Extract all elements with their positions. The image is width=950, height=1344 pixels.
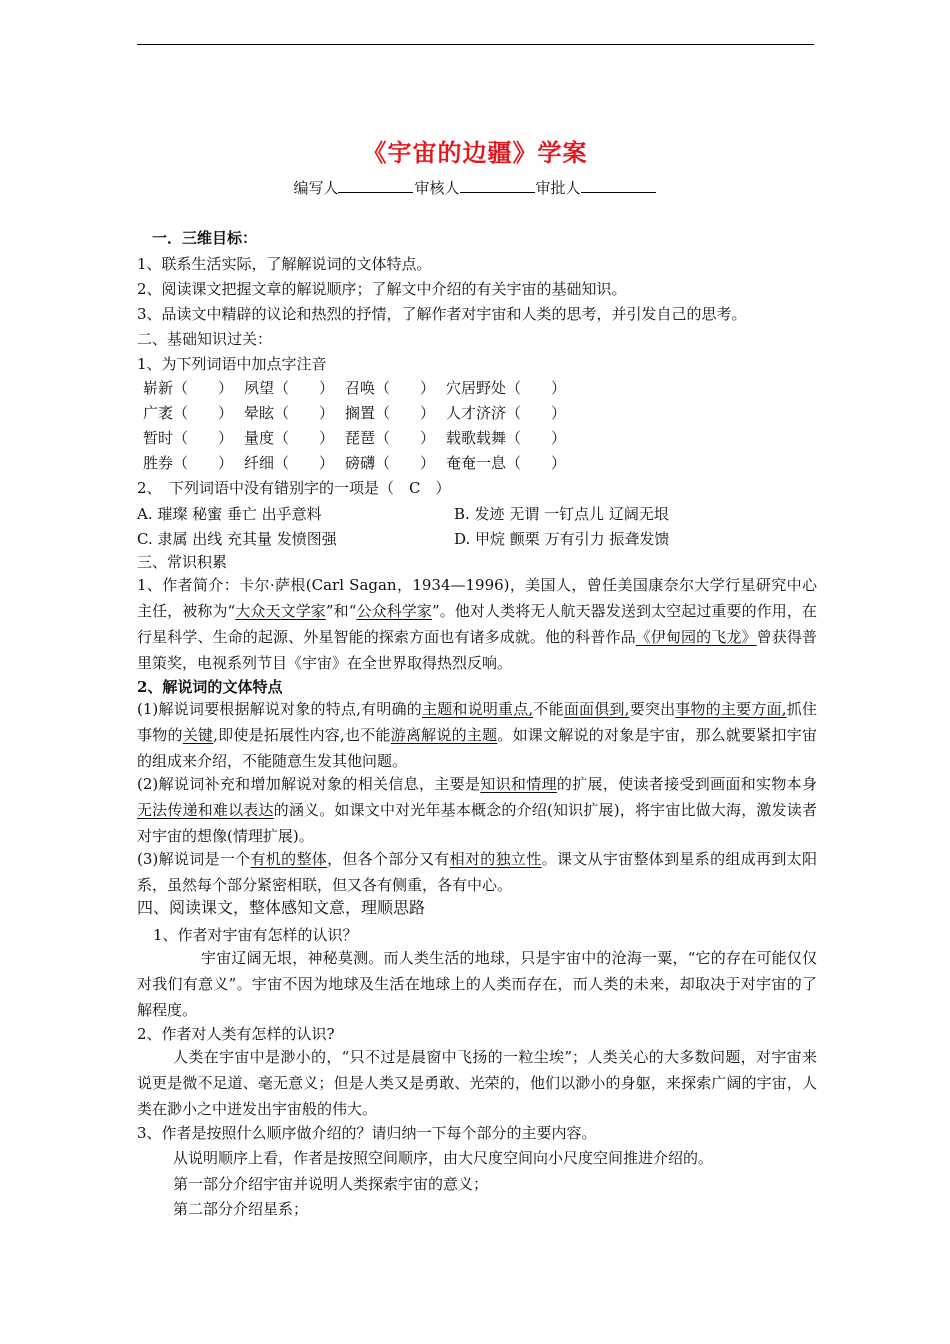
pinyin-item: 广袤（ ） bbox=[143, 404, 234, 422]
genre-point-2: (2)解说词补充和增加解说对象的相关信息，主要是知识和情理的扩展，使读者接受到画面和实物本身无法传递和难以表达的涵义。如课文中对光年基本概念的介绍(知识扩展)，将宇宙比做大海，激发读者对宇宙的想像(情理扩展)。 bbox=[137, 775, 817, 845]
pinyin-item: 胜券（ ） bbox=[143, 454, 234, 472]
pinyin-item: 晕眩（ ） bbox=[244, 404, 335, 422]
pinyin-item: 人才济济（ ） bbox=[446, 404, 567, 422]
spelling-question: 2、 下列词语中没有错别字的一项是（ C ） bbox=[137, 479, 451, 497]
pinyin-item: 载歌载舞（ ） bbox=[446, 429, 567, 447]
pinyin-item: 崭新（ ） bbox=[143, 379, 234, 397]
pinyin-row-3 bbox=[143, 427, 566, 448]
section-2-heading: 二、基础知识过关： bbox=[137, 330, 273, 348]
question-2: 2、作者对人类有怎样的认识? bbox=[137, 1025, 335, 1043]
option-a: A. 璀璨 秘蜜 垂亡 出乎意料 bbox=[137, 505, 322, 523]
goal-3: 3、品读文中精辟的议论和热烈的抒情，了解作者对宇宙和人类的思考，并引发自己的思考。 bbox=[137, 305, 747, 323]
pinyin-item: 量度（ ） bbox=[244, 429, 335, 447]
approver-label: 审批人 bbox=[535, 179, 581, 197]
answer-3-line-3: 第二部分介绍星系； bbox=[173, 1200, 309, 1218]
option-d: D. 甲烷 颤栗 万有引力 振聋发馈 bbox=[454, 530, 670, 548]
writer-label: 编写人 bbox=[293, 179, 339, 197]
pinyin-item: 磅礴（ ） bbox=[345, 454, 436, 472]
question-3: 3、作者是按照什么顺序做介绍的？请归纳一下每个部分的主要内容。 bbox=[137, 1124, 597, 1142]
pinyin-item: 召唤（ ） bbox=[345, 379, 436, 397]
pinyin-item: 穴居野处（ ） bbox=[446, 379, 567, 397]
genre-heading: 2、解说词的文体特点 bbox=[137, 678, 283, 696]
approver-blank bbox=[581, 178, 656, 193]
answer-3-line-2: 第一部分介绍宇宙并说明人类探索宇宙的意义； bbox=[173, 1175, 489, 1193]
answer-3-line-1: 从说明顺序上看，作者是按照空间顺序，由大尺度空间向小尺度空间推进介绍的。 bbox=[173, 1149, 714, 1167]
option-c: C. 隶属 出线 充其量 发愤图强 bbox=[137, 530, 337, 548]
section-1-heading: 一．三维目标： bbox=[152, 229, 258, 247]
header-rule bbox=[137, 44, 814, 45]
goal-1: 1、联系生活实际，了解解说词的文体特点。 bbox=[137, 255, 432, 273]
reviewer-label: 审核人 bbox=[414, 179, 460, 197]
pinyin-item: 纤细（ ） bbox=[244, 454, 335, 472]
goal-2: 2、阅读课文把握文章的解说顺序；了解文中介绍的有关宇宙的基础知识。 bbox=[137, 280, 627, 298]
section-4-heading: 四、阅读课文，整体感知文意，理顺思路 bbox=[137, 898, 426, 917]
question-1: 1、作者对宇宙有怎样的认识？ bbox=[153, 926, 358, 944]
pinyin-item: 奄奄一息（ ） bbox=[446, 454, 567, 472]
pinyin-question: 1、为下列词语中加点字注音 bbox=[137, 355, 327, 373]
pinyin-item: 暂时（ ） bbox=[143, 429, 234, 447]
pinyin-row-2 bbox=[143, 402, 566, 423]
pinyin-item: 夙望（ ） bbox=[244, 379, 335, 397]
pinyin-item: 搁置（ ） bbox=[345, 404, 436, 422]
pinyin-item: 琵琶（ ） bbox=[345, 429, 436, 447]
section-3-heading: 三、常识积累 bbox=[137, 553, 228, 571]
pinyin-row-4 bbox=[143, 452, 566, 473]
page-title: 《宇宙的边疆》学案 bbox=[362, 139, 588, 167]
writer-blank bbox=[338, 178, 413, 193]
genre-point-1: (1)解说词要根据解说对象的特点,有明确的主题和说明重点,不能面面俱到,要突出事物的主要方面,抓住事物的关键,即使是拓展性内容,也不能游离解说的主题。如课文解说的对象是宇宙，那么就要紧扣宇宙的组成来介绍，不能随意生发其他问题。 bbox=[137, 700, 817, 770]
author-intro: 1、作者简介：卡尔·萨根(Carl Sagan，1934—1996)，美国人，曾任美国康奈尔大学行星研究中心主任，被称为“大众天文学家”和“公众科学家”。他对人类将无人航天器发送到太空起过重要的作用，在行星科学、生命的起源、外星智能的探索方面也有诸多成就。他的科普作品《伊甸园的飞龙》曾获得普里策奖，电视系列节目《宇宙》在全世界取得热烈反响。 bbox=[137, 576, 817, 672]
reviewer-blank bbox=[460, 178, 535, 193]
editor-line bbox=[0, 177, 950, 198]
option-b: B. 发迹 无谓 一钉点儿 辽阔无垠 bbox=[454, 505, 669, 523]
answer-2: 人类在宇宙中是渺小的，“只不过是晨窗中飞扬的一粒尘埃”；人类关心的大多数问题，对宇宙来说更是微不足道、毫无意义；但是人类又是勇敢、光荣的，他们以渺小的身躯，来探索广阔的宇宙，人类在渺小之中迸发出宇宙般的伟大。 bbox=[137, 1048, 817, 1118]
genre-point-3: (3)解说词是一个有机的整体，但各个部分又有相对的独立性。课文从宇宙整体到星系的组成再到太阳系，虽然每个部分紧密相联，但又各有侧重，各有中心。 bbox=[137, 850, 817, 894]
answer-1: 宇宙辽阔无垠，神秘莫测。而人类生活的地球，只是宇宙中的沧海一粟，“它的存在可能仅仅对我们有意义”。宇宙不因为地球及生活在地球上的人类而存在，而人类的未来，却取决于对宇宙的了解程度。 bbox=[137, 949, 817, 1019]
pinyin-row-1 bbox=[143, 377, 566, 398]
